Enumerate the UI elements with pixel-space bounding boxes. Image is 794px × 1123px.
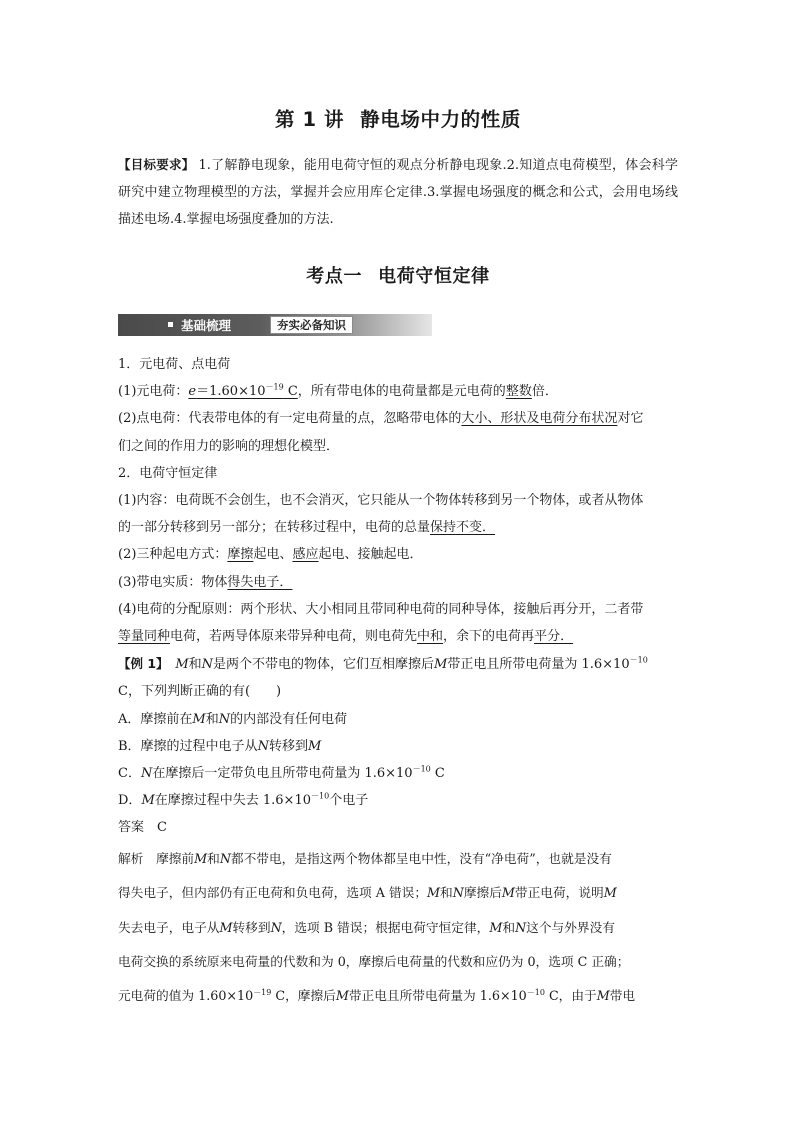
analysis-line-5: 元电荷的值为 $1.60\times 10^{-19}$ C，摩擦后M带正电且所带电荷量为 $1.6\times 10^{-10}$ C，由于M带电: [118, 987, 636, 1004]
lecture-title: [118, 104, 678, 132]
subheading-1: 1．元电荷、点电荷: [118, 357, 231, 372]
line-point-charge-cont: 们之间的作用力的影响的理想化模型．: [118, 438, 340, 454]
square-bullet-icon: [168, 322, 173, 327]
objectives-tag: 【目标要求】: [118, 157, 195, 172]
answer-value: C: [157, 820, 167, 836]
analysis-line-4: 电荷交换的系统原来电荷量的代数和为 0，摩擦后电荷量的代数和应仍为 0，选项 C 正确；: [118, 953, 630, 969]
lecture-topic: 静电场中力的性质: [360, 108, 521, 131]
line-conservation-cont: 的一部分转移到另一部分；在转移过程中，电荷的总量保持不变．: [118, 520, 496, 536]
lecture-number: 第 1 讲: [275, 108, 345, 131]
analysis-section: [118, 842, 678, 1013]
banner-sublabel: 夯实必备知识: [270, 316, 353, 334]
banner-label: 基础梳理: [168, 316, 231, 334]
subheading-2: 2．电荷守恒定律: [118, 465, 218, 481]
learning-objectives: [118, 151, 678, 233]
basics-banner: [118, 314, 432, 336]
option-a: A．摩擦前在M和N的内部没有任何电荷: [118, 711, 348, 727]
example-question-cont: C，下列判断正确的有( ): [118, 684, 282, 700]
analysis-line-3: 失去电子，电子从M转移到N，选项 B 错误；根据电荷守恒定律，M和N这个与外界没有: [118, 919, 615, 935]
line-elementary-charge: (1)元电荷：$e=1.60\times 10^{-19}$ C，所有带电体的电荷量都是元电荷的整数倍．: [118, 382, 558, 400]
line-electrification-methods: (2)三种起电方式：摩擦起电、感应起电、接触起电．: [118, 547, 423, 563]
analysis-line-2: 得失电子，但内部仍有正电荷和负电荷，选项 A 错误；M和N摩擦后M带正电荷，说明M: [118, 885, 617, 901]
knowledge-content: [118, 351, 678, 842]
section-heading: [118, 262, 678, 288]
analysis-line-1: 解析 摩擦前M和N都不带电，是指这两个物体都呈电中性，没有“净电荷”，也就是没有: [118, 851, 612, 866]
objectives-text: 1.了解静电现象，能用电荷守恒的观点分析静电现象.2.知道点电荷模型，体会科学研究中建立物理模型的方法，掌握并会应用库仑定律.3.掌握电场强度的概念和公式，会用电场线描述电场.4.掌握电场强度叠加的方法.: [118, 158, 678, 227]
line-conservation-content: (1)内容：电荷既不会创生，也不会消灭，它只能从一个物体转移到另一个物体，或者从物体: [118, 493, 644, 509]
option-c: C．N在摩擦后一定带负电且所带电荷量为 $1.6\times 10^{-10}$ C: [118, 764, 445, 782]
option-b: B．摩擦的过程中电子从N转移到M: [118, 738, 322, 754]
answer-line: 答案 C: [118, 820, 167, 836]
line-distribution-rule-cont: 等量同种电荷，若两导体原来带异种电荷，则电荷先中和，余下的电荷再平分．: [118, 629, 574, 645]
section-topic: 电荷守恒定律: [378, 266, 490, 287]
option-d: D．M在摩擦过程中失去 $1.6\times 10^{-10}$个电子: [118, 791, 369, 809]
line-distribution-rule: (4)电荷的分配原则：两个形状、大小相同且带同种电荷的同种导体，接触后再分开，二者带: [118, 601, 644, 617]
line-electrification-essence: (3)带电实质：物体得失电子．: [118, 574, 293, 590]
example-question: 【例 1】 M和N是两个不带电的物体，它们互相摩擦后M带正电且所带电荷量为 $1.6\times 10^{-10}$: [118, 655, 648, 673]
line-point-charge: (2)点电荷：代表带电体的有一定电荷量的点，忽略带电体的大小、形状及电荷分布状况对它: [118, 411, 644, 427]
section-number: 考点一: [306, 266, 363, 287]
